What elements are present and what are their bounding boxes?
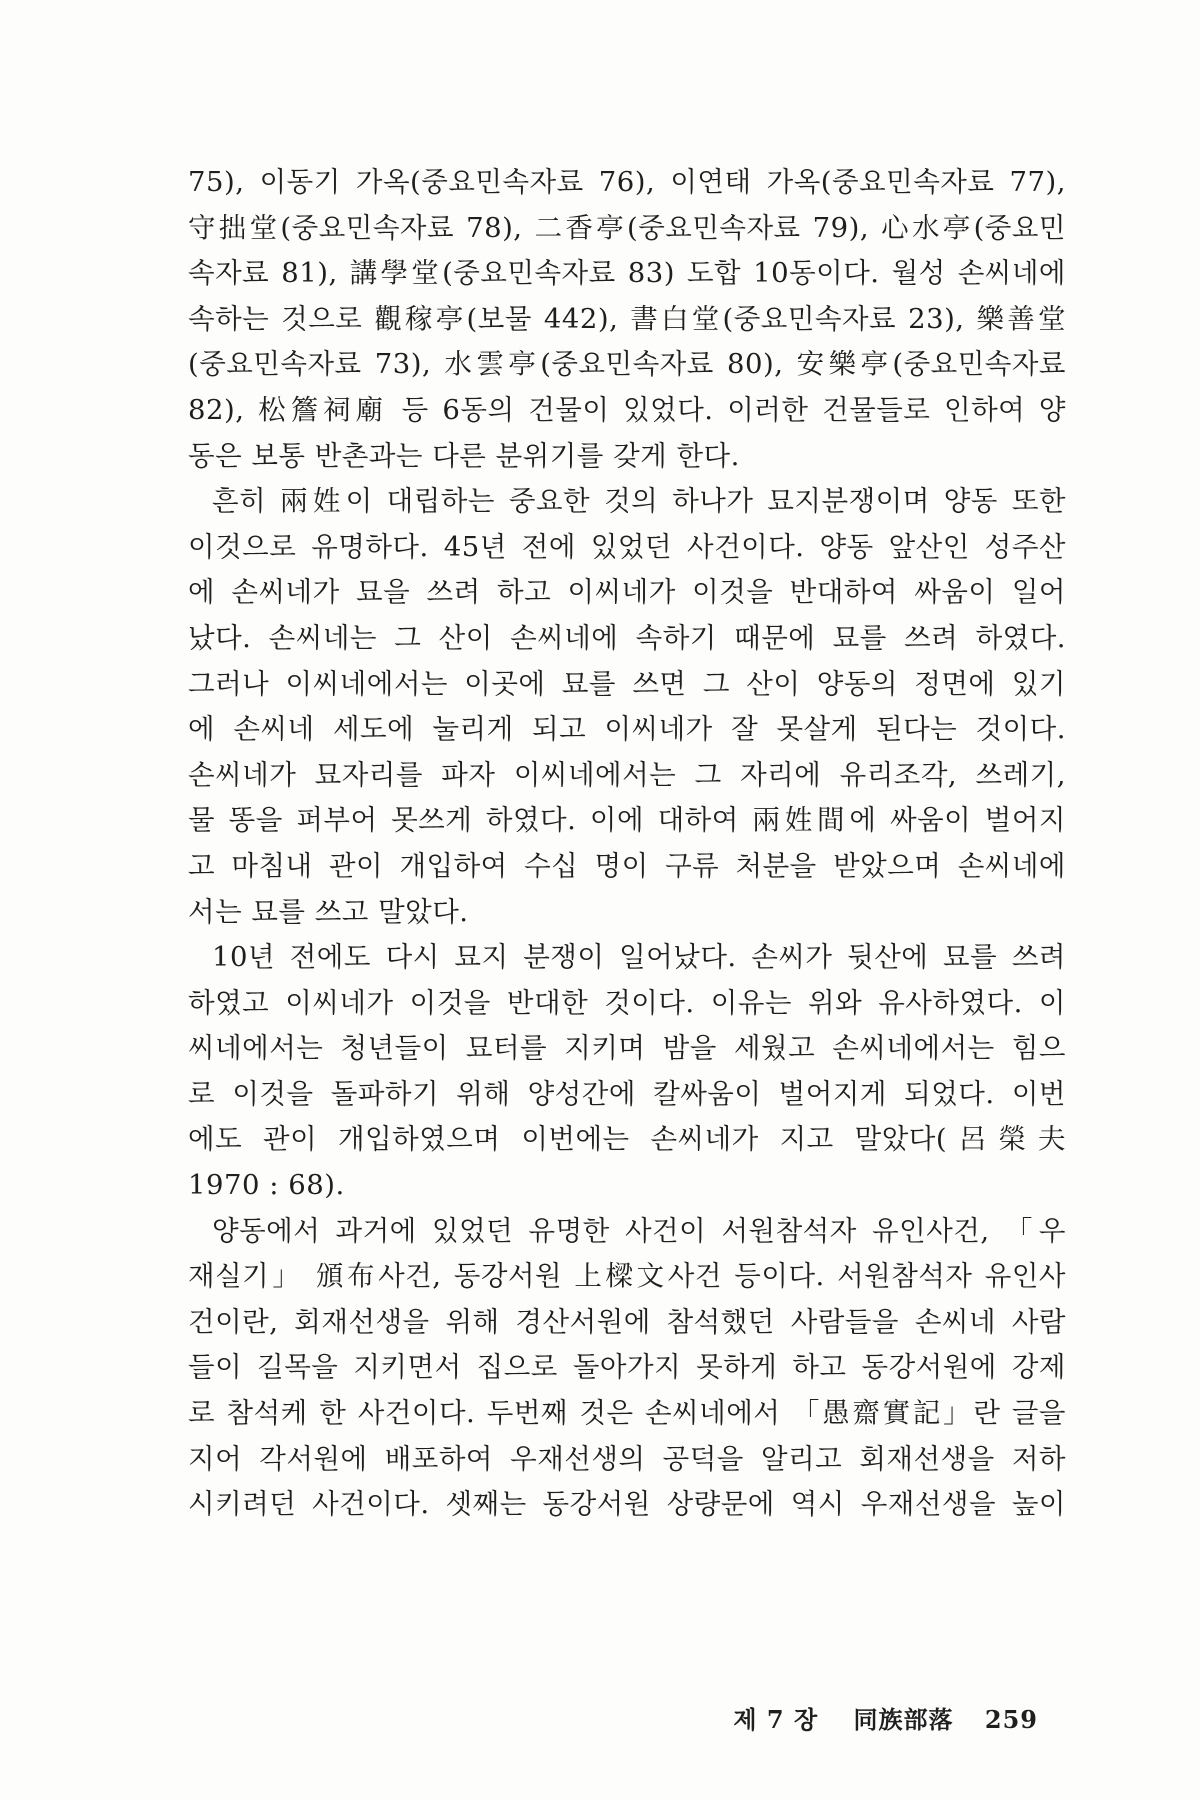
text-line: 씨네에서는 청년들이 묘터를 지키며 밤을 세웠고 손씨네에서는 힘으	[188, 1032, 1066, 1065]
text-line: 하였고 이씨네가 이것을 반대한 것이다. 이유는 위와 유사하였다. 이	[188, 986, 1066, 1019]
text-line: 이것으로 유명하다. 45년 전에 있었던 사건이다. 양동 앞산인 성주산	[188, 530, 1066, 563]
text-line: 났다. 손씨네는 그 산이 손씨네에 속하기 때문에 묘를 쓰려 하였다.	[188, 621, 1066, 654]
paragraph-start-line: 10년 전에도 다시 묘지 분쟁이 일어났다. 손씨가 뒷산에 묘를 쓰려	[212, 941, 1066, 974]
text-line: 시키려던 사건이다. 셋째는 동강서원 상량문에 역시 우재선생을 높이	[188, 1488, 1066, 1521]
text-line: 동은 보통 반촌과는 다른 분위기를 갖게 한다.	[188, 439, 740, 472]
paragraph-start-line: 양동에서 과거에 있었던 유명한 사건이 서원참석자 유인사건, 「우	[212, 1214, 1066, 1247]
page-footer	[733, 1700, 1038, 1735]
chapter-label: 제 7 장	[733, 1705, 819, 1734]
text-line: 75), 이동기 가옥(중요민속자료 76), 이연태 가옥(중요민속자료 77),	[188, 166, 1066, 198]
text-line: 1970 : 68).	[188, 1169, 345, 1202]
text-line: 그러나 이씨네에서는 이곳에 묘를 쓰면 그 산이 양동의 정면에 있기	[188, 667, 1066, 700]
body-text	[188, 160, 1066, 1528]
text-line: 에도 관이 개입하였으며 이번에는 손씨네가 지고 말았다(呂榮夫	[188, 1123, 1066, 1156]
text-line: 守拙堂(중요민속자료 78), 二香亭(중요민속자료 79), 心水亭(중요민	[188, 211, 1066, 244]
text-line: 손씨네가 묘자리를 파자 이씨네에서는 그 자리에 유리조각, 쓰레기,	[188, 758, 1066, 791]
paragraph-start-line: 흔히 兩姓이 대립하는 중요한 것의 하나가 묘지분쟁이며 양동 또한	[212, 485, 1066, 518]
text-line: 물 똥을 퍼부어 못쓰게 하였다. 이에 대하여 兩姓間에 싸움이 벌어지	[188, 804, 1066, 837]
text-line: 에 손씨네 세도에 눌리게 되고 이씨네가 잘 못살게 된다는 것이다.	[188, 713, 1066, 746]
page-number: 259	[984, 1705, 1038, 1734]
text-line: 82), 松簷祠廟 등 6동의 건물이 있었다. 이러한 건물들로 인하여 양	[188, 393, 1066, 426]
text-line: (중요민속자료 73), 水雲亭(중요민속자료 80), 安樂亭(중요민속자료	[188, 348, 1066, 381]
text-line: 속하는 것으로 觀稼亭(보물 442), 書白堂(중요민속자료 23), 樂善堂	[188, 302, 1066, 335]
text-line: 건이란, 회재선생을 위해 경산서원에 참석했던 사람들을 손씨네 사람	[188, 1305, 1066, 1338]
section-title: 同族部落	[853, 1705, 954, 1734]
text-line: 지어 각서원에 배포하여 우재선생의 공덕을 알리고 회재선생을 저하	[188, 1442, 1066, 1475]
text-line: 에 손씨네가 묘을 쓰려 하고 이씨네가 이것을 반대하여 싸움이 일어	[188, 576, 1066, 609]
text-line: 로 참석케 한 사건이다. 두번째 것은 손씨네에서 「愚齋實記」란 글을	[188, 1397, 1066, 1430]
text-line: 서는 묘를 쓰고 말았다.	[188, 895, 469, 928]
text-line: 고 마침내 관이 개입하여 수십 명이 구류 처분을 받았으며 손씨네에	[188, 849, 1066, 882]
text-line: 로 이것을 돌파하기 위해 양성간에 칼싸움이 벌어지게 되었다. 이번	[188, 1077, 1066, 1110]
text-line: 들이 길목을 지키면서 집으로 돌아가지 못하게 하고 동강서원에 강제	[188, 1351, 1066, 1384]
text-line: 재실기」 頒布사건, 동강서원 上樑文사건 등이다. 서원참석자 유인사	[188, 1260, 1066, 1293]
text-line: 속자료 81), 講學堂(중요민속자료 83) 도합 10동이다. 월성 손씨네에	[188, 257, 1066, 290]
